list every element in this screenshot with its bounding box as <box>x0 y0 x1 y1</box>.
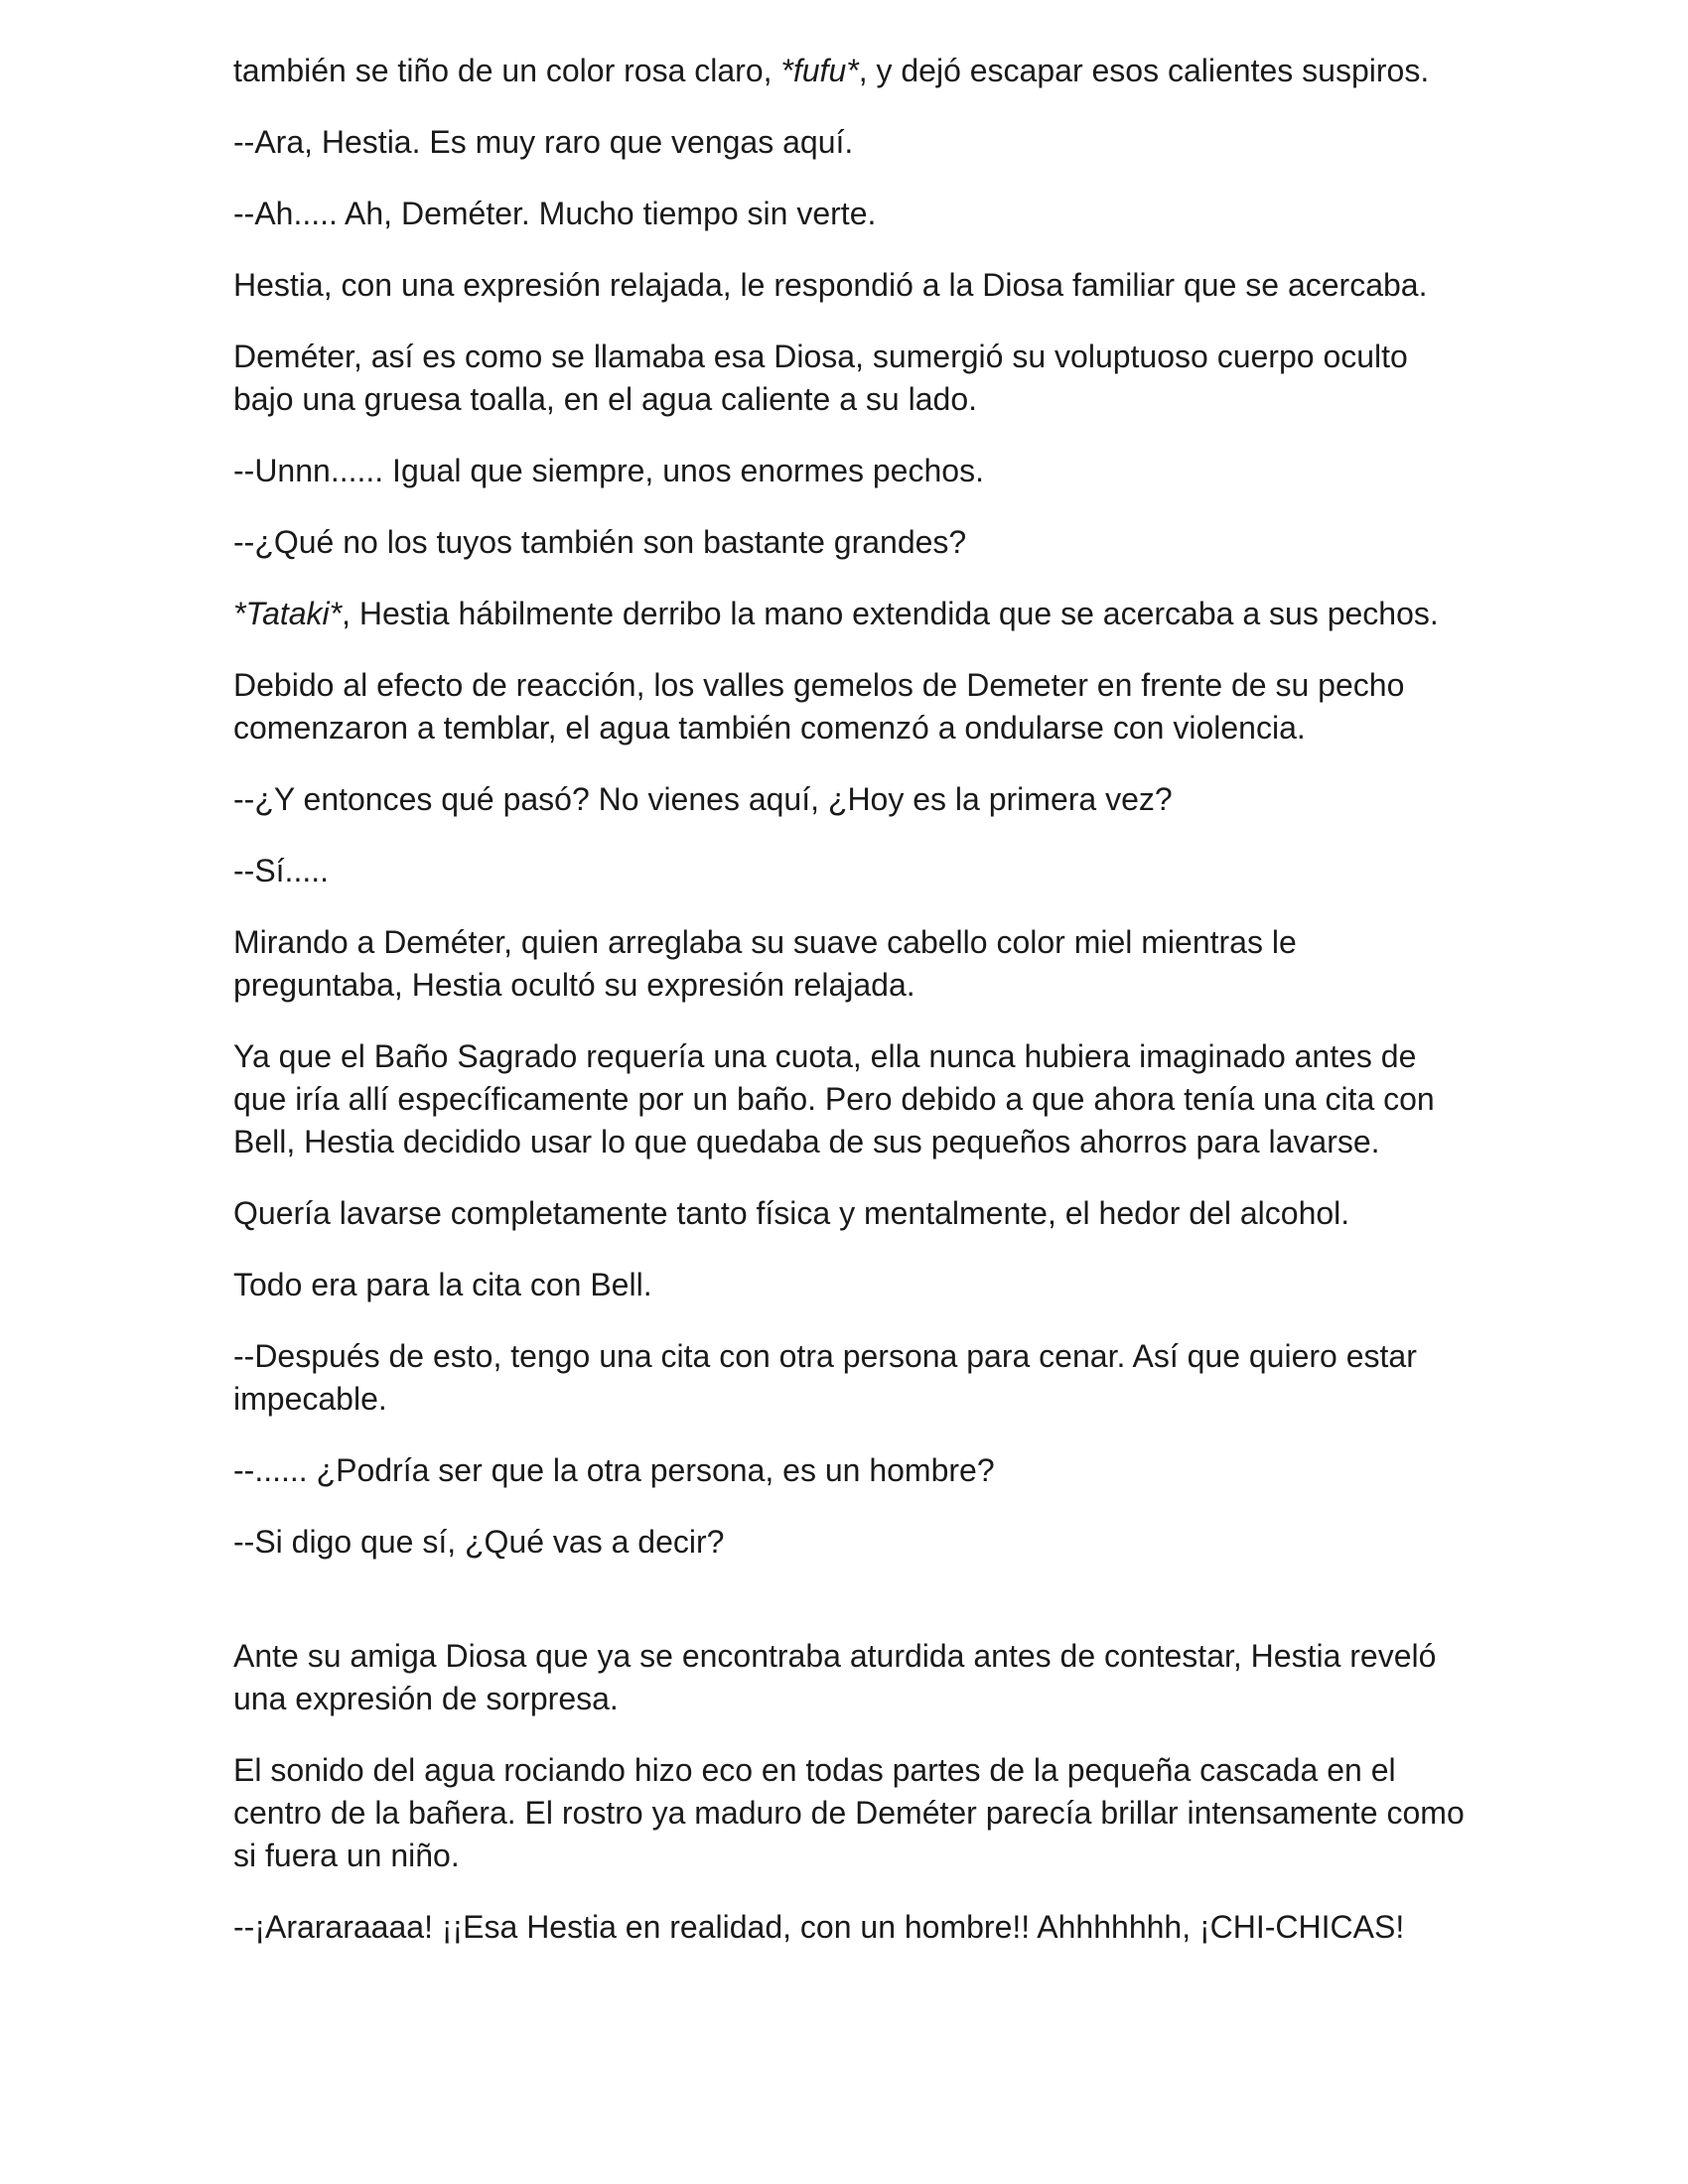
paragraph-text: --Después de esto, tengo una cita con otra persona para cenar. Así que quiero estar impecable. <box>233 1338 1417 1417</box>
paragraph <box>233 1264 1475 1306</box>
dialogue-line <box>233 521 1475 564</box>
paragraph <box>233 1635 1475 1720</box>
paragraph-text: --¿Y entonces qué pasó? No vienes aquí, ¿Hoy es la primera vez? <box>233 781 1173 817</box>
paragraph <box>233 664 1475 750</box>
paragraph-text: Todo era para la cita con Bell. <box>233 1267 652 1302</box>
paragraph-text: --Unnn...... Igual que siempre, unos enormes pechos. <box>233 453 984 488</box>
paragraph-text: Ante su amiga Diosa que ya se encontraba aturdida antes de contestar, Hestia reveló una expresión de sorpresa. <box>233 1638 1437 1716</box>
paragraph-text: --Sí..... <box>233 853 329 888</box>
paragraph-text: , y dejó escapar esos calientes suspiros. <box>858 53 1430 88</box>
paragraph-text: --¿Qué no los tuyos también son bastante grandes? <box>233 524 967 560</box>
paragraph <box>233 921 1475 1007</box>
paragraph-text: Debido al efecto de reacción, los valles gemelos de Demeter en frente de su pecho comenzaron a temblar, el agua también comenzó a ondularse con violencia. <box>233 667 1405 746</box>
paragraph-text: --¡Arararaaaa! ¡¡Esa Hestia en realidad, con un hombre!! Ahhhhhhh, ¡CHI-CHICAS! <box>233 1909 1405 1945</box>
sound-effect-text: *Tataki* <box>233 596 343 631</box>
paragraph-text: --Si digo que sí, ¿Qué vas a decir? <box>233 1524 725 1560</box>
paragraph-text: --Ara, Hestia. Es muy raro que vengas aquí. <box>233 124 854 160</box>
document-page <box>233 50 1475 1978</box>
paragraph <box>233 50 1475 92</box>
paragraph-text: Deméter, así es como se llamaba esa Diosa, sumergió su voluptuoso cuerpo oculto bajo una gruesa toalla, en el agua caliente a su lado. <box>233 339 1408 417</box>
dialogue-line <box>233 193 1475 235</box>
paragraph <box>233 336 1475 421</box>
dialogue-line <box>233 1335 1475 1421</box>
paragraph <box>233 264 1475 307</box>
dialogue-line <box>233 1906 1475 1949</box>
paragraph-text: Mirando a Deméter, quien arreglaba su suave cabello color miel mientras le preguntaba, Hestia ocultó su expresión relajada. <box>233 924 1297 1003</box>
dialogue-line <box>233 850 1475 892</box>
paragraph-text: también se tiño de un color rosa claro, <box>233 53 781 88</box>
paragraph <box>233 593 1475 635</box>
paragraph-text: Ya que el Baño Sagrado requería una cuota, ella nunca hubiera imaginado antes de que iría allí específicamente por un baño. Pero debido a que ahora tenía una cita con Bell, Hestia decidido usar lo que quedaba de sus pequeños ahorros para lavarse. <box>233 1038 1435 1160</box>
paragraph-text: --...... ¿Podría ser que la otra persona, es un hombre? <box>233 1452 995 1488</box>
paragraph-text: , Hestia hábilmente derribo la mano extendida que se acercaba a sus pechos. <box>342 596 1439 631</box>
paragraph <box>233 1035 1475 1163</box>
dialogue-line <box>233 121 1475 164</box>
dialogue-line <box>233 450 1475 492</box>
paragraph-text: Hestia, con una expresión relajada, le respondió a la Diosa familiar que se acercaba. <box>233 267 1428 303</box>
paragraph <box>233 1192 1475 1235</box>
paragraph-text: Quería lavarse completamente tanto física y mentalmente, el hedor del alcohol. <box>233 1195 1350 1231</box>
paragraph <box>233 1749 1475 1877</box>
paragraph-text: El sonido del agua rociando hizo eco en todas partes de la pequeña cascada en el centro de la bañera. El rostro ya maduro de Deméter parecía brillar intensamente como si fuera un niño. <box>233 1752 1465 1873</box>
dialogue-line <box>233 1521 1475 1564</box>
paragraph-text: --Ah..... Ah, Deméter. Mucho tiempo sin verte. <box>233 196 877 231</box>
dialogue-line <box>233 1449 1475 1492</box>
sound-effect-text: *fufu* <box>780 53 859 88</box>
dialogue-line <box>233 778 1475 821</box>
